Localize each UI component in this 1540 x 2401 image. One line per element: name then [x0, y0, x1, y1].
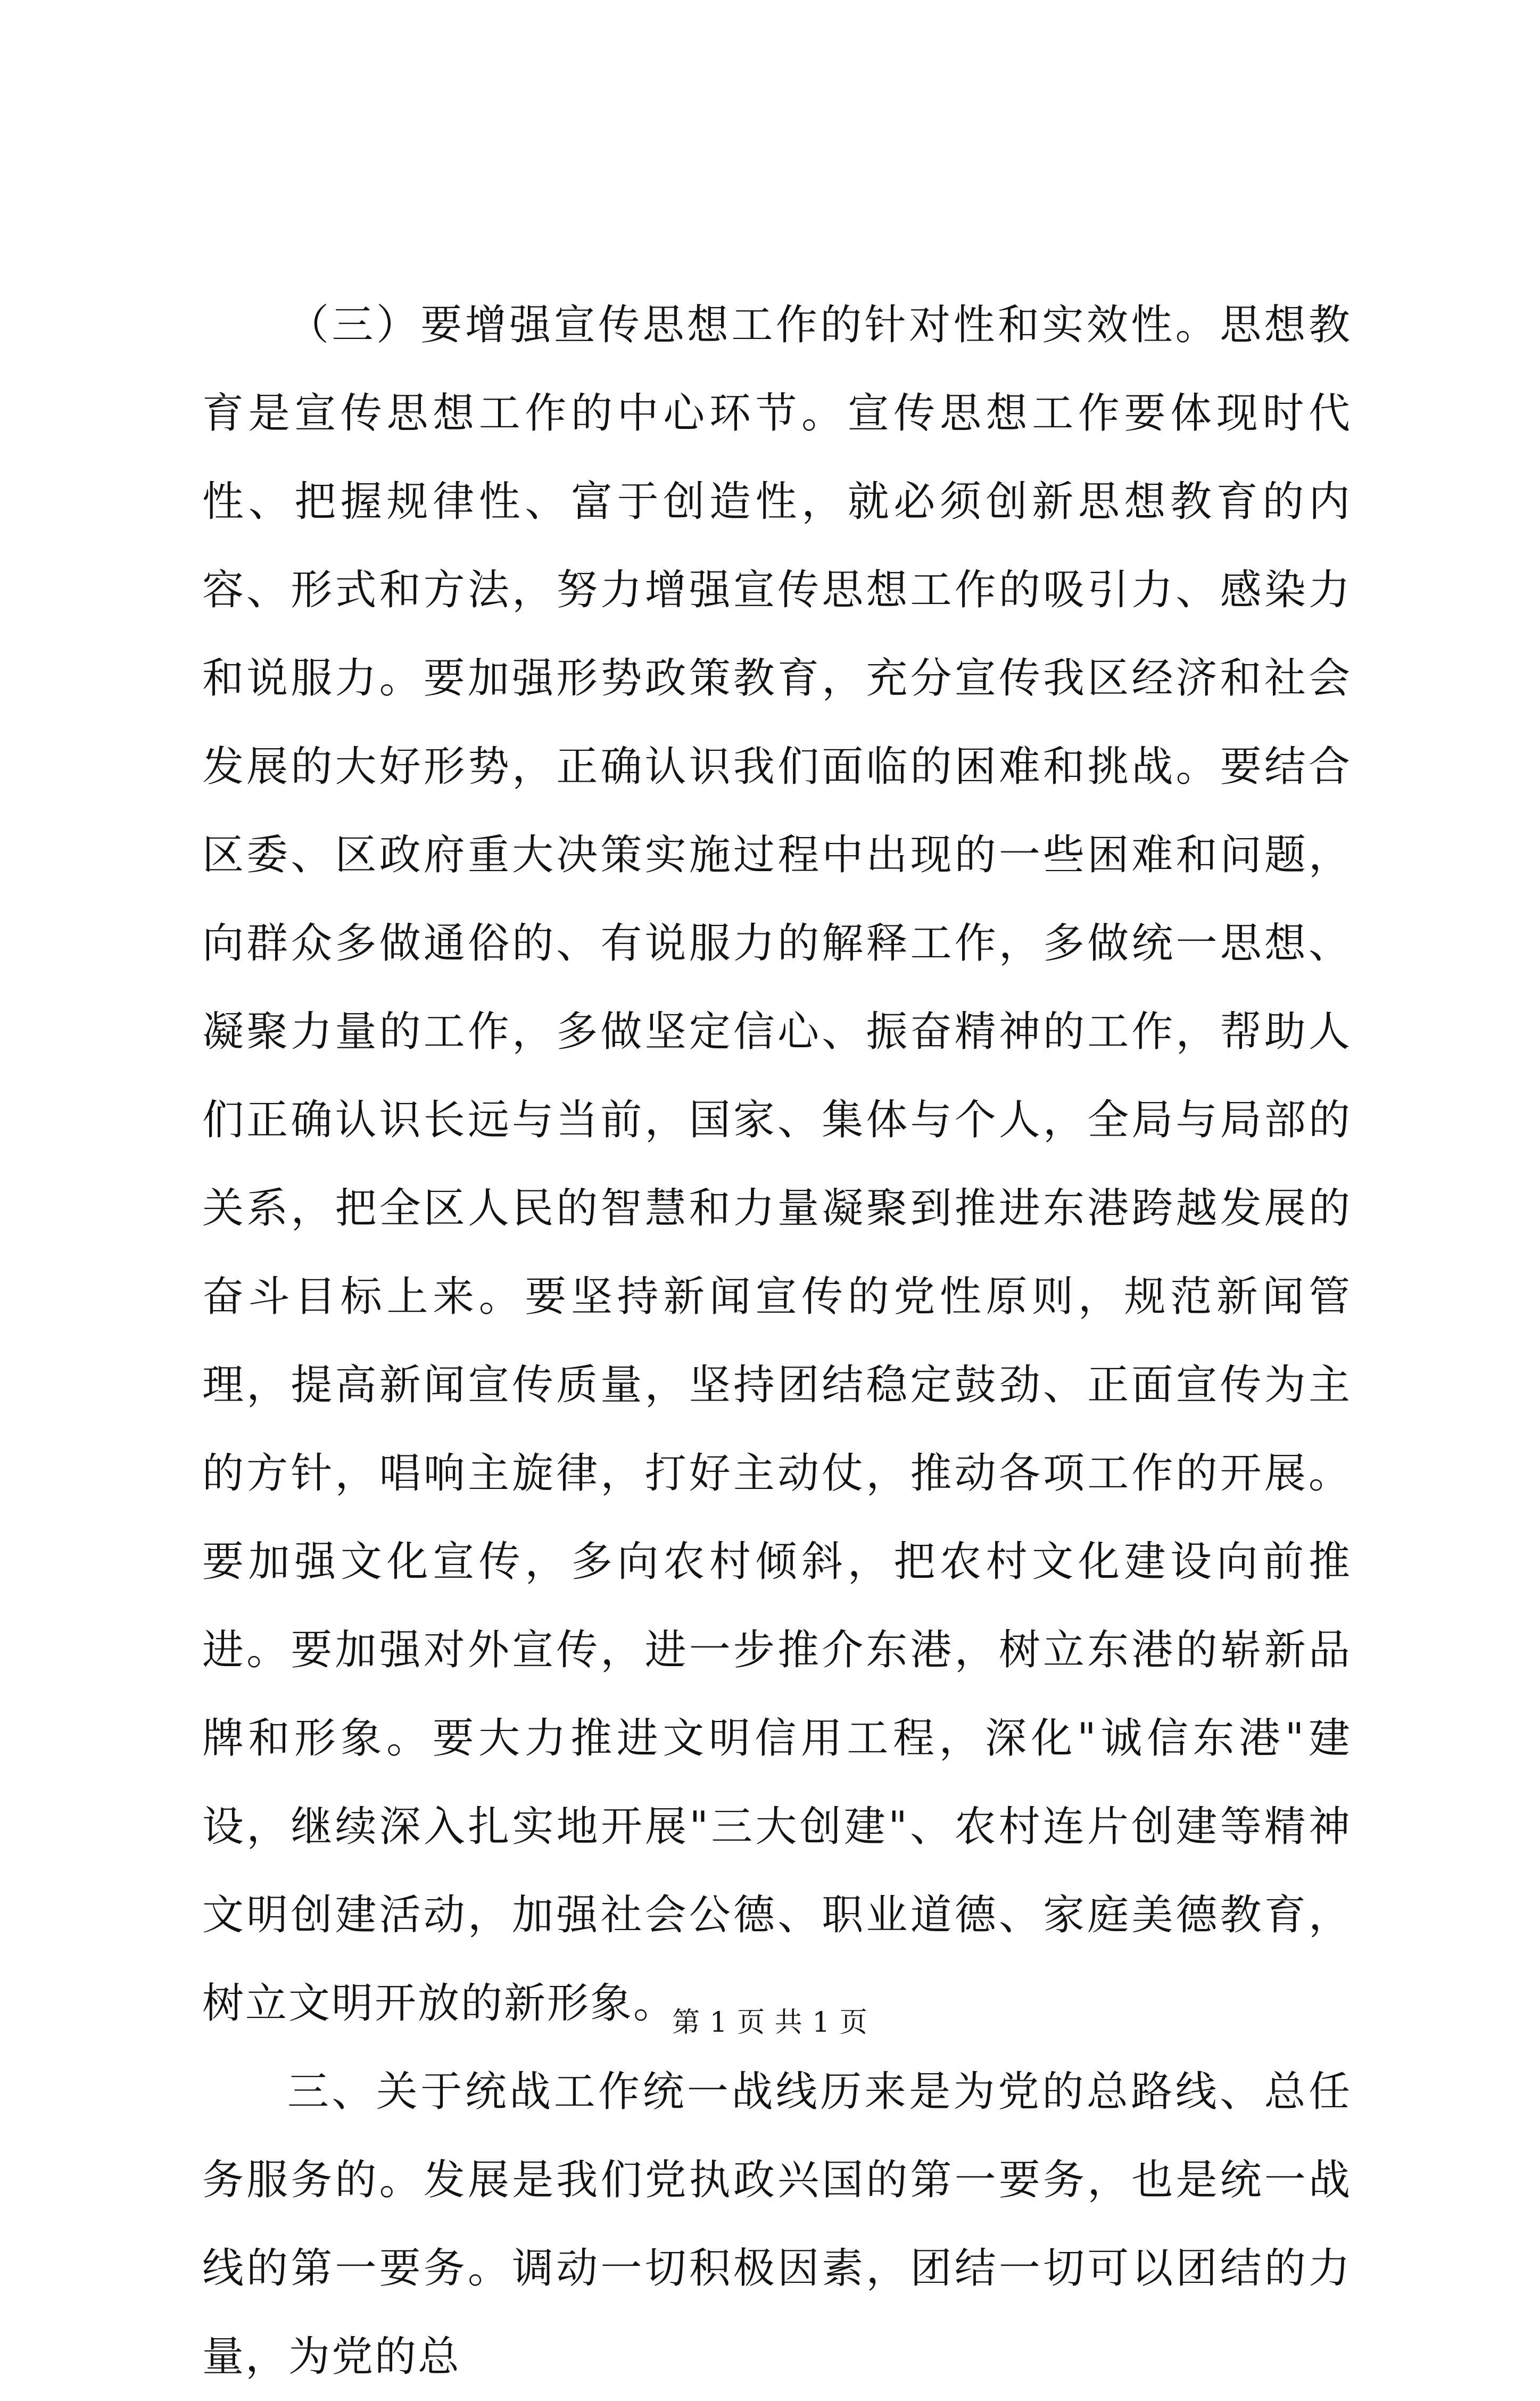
document-body — [202, 281, 1352, 2401]
paragraph-united-front-work: 三、关于统战工作统一战线历来是为党的总路线、总任务服务的。发展是我们党执政兴国的第一要务，也是统一战线的第一要务。调动一切积极因素，团结一切可以团结的力量，为党的总 — [202, 2068, 1352, 2381]
page-footer: 第 1 页 共 1 页 — [672, 2007, 868, 2039]
paragraph-section-3-publicity: （三）要增强宣传思想工作的针对性和实效性。思想教育是宣传思想工作的中心环节。宣传思想工作要体现时代性、把握规律性、富于创造性，就必须创新思想教育的内容、形式和方法，努力增强宣传思想工作的吸引力、感染力和说服力。要加强形势政策教育，充分宣传我区经济和社会发展的大好形势，正确认识我们面临的困难和挑战。要结合区委、区政府重大决策实施过程中出现的一些困难和问题，向群众多做通俗的、有说服力的解释工作，多做统一思想、凝聚力量的工作，多做坚定信心、振奋精神的工作，帮助人们正确认识长远与当前，国家、集体与个人，全局与局部的关系，把全区人民的智慧和力量凝聚到推进东港跨越发展的奋斗目标上来。要坚持新闻宣传的党性原则，规范新闻管理，提高新闻宣传质量，坚持团结稳定鼓劲、正面宣传为主的方针，唱响主旋律，打好主动仗，推动各项工作的开展。要加强文化宣传，多向农村倾斜，把农村文化建设向前推进。要加强对外宣传，进一步推介东港，树立东港的崭新品牌和形象。要大力推进文明信用工程，深化"诚信东港"建设，继续深入扎实地开展"三大创建"、农村连片创建等精神文明创建活动，加强社会公德、职业道德、家庭美德教育，树立文明开放的新形象。 — [202, 301, 1352, 2027]
